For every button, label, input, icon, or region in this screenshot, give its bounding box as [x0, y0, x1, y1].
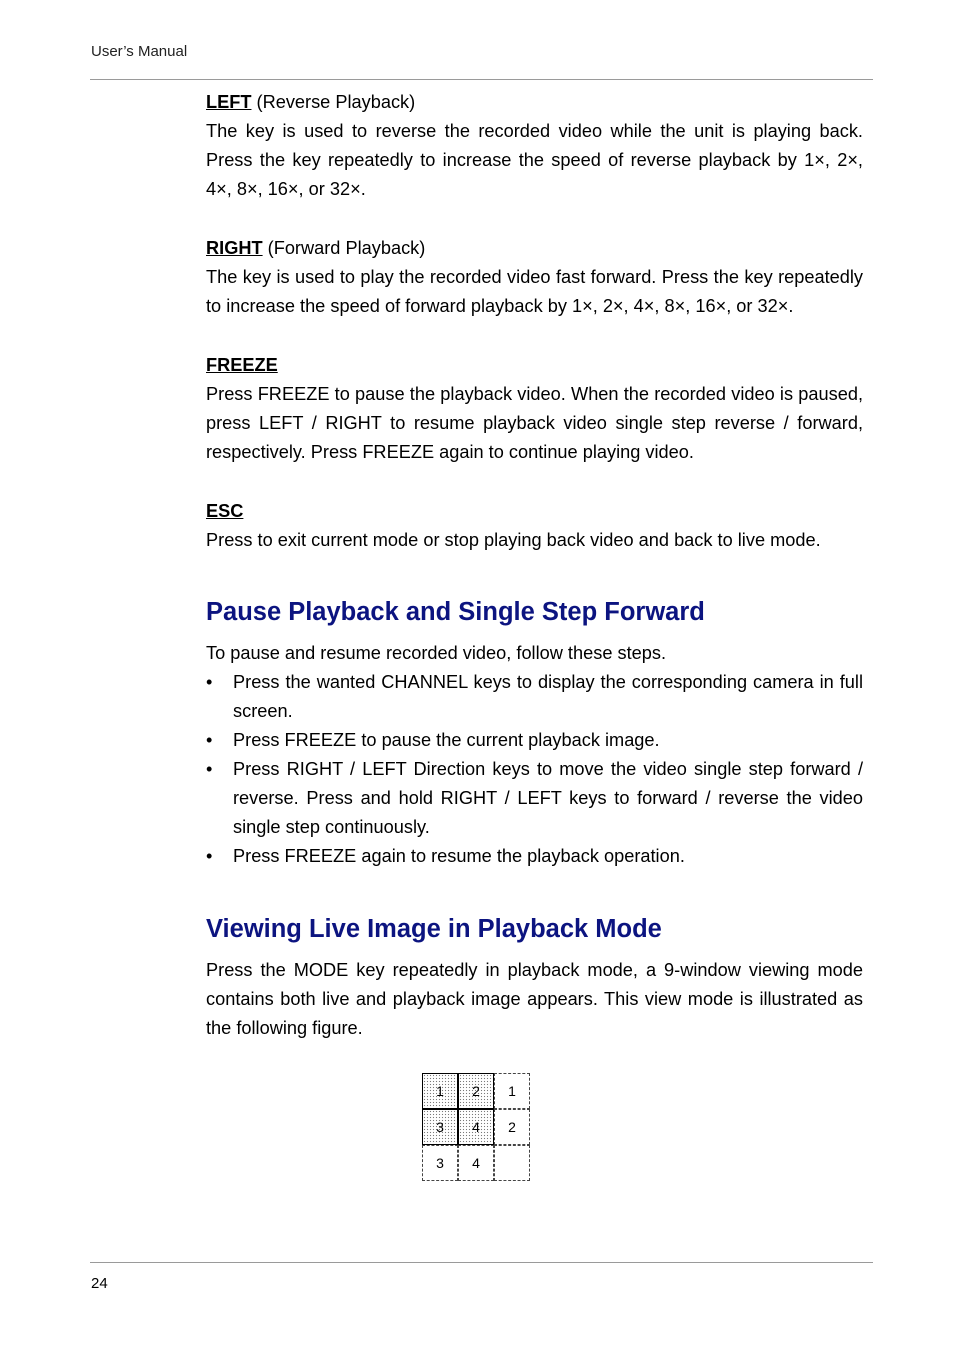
live-cell: 2	[494, 1109, 530, 1145]
key-description: The key is used to play the recorded video fast forward. Press the key repeatedly to increase the speed of forward playback by 1×, 2×, 4×, 8×, 16×, or 32×.	[206, 267, 863, 316]
key-name: LEFT	[206, 92, 252, 112]
nine-window-figure	[422, 1073, 530, 1181]
playback-cell: 2	[458, 1073, 494, 1109]
bullet-icon: •	[206, 846, 213, 866]
key-section-right	[206, 234, 863, 321]
list-item: • Press FREEZE to pause the current playback image.	[206, 726, 863, 755]
playback-cell: 4	[458, 1109, 494, 1145]
section-body: Press the MODE key repeatedly in playback mode, a 9-window viewing mode contains both live and playback image appears. This view mode is illustrated as the following figure.	[206, 960, 863, 1038]
bullet-icon: •	[206, 672, 213, 692]
key-name: RIGHT	[206, 238, 263, 258]
header-rule	[90, 79, 873, 80]
key-section-freeze	[206, 351, 863, 467]
section-heading-pause: Pause Playback and Single Step Forward	[206, 598, 705, 626]
key-section-left	[206, 88, 863, 204]
live-cell: 1	[494, 1073, 530, 1109]
list-item: • Press the wanted CHANNEL keys to display the corresponding camera in full screen.	[206, 668, 863, 726]
key-name: FREEZE	[206, 355, 278, 375]
section-heading-live: Viewing Live Image in Playback Mode	[206, 915, 662, 943]
list-item: • Press FREEZE again to resume the playback operation.	[206, 842, 863, 871]
playback-cell: 1	[422, 1073, 458, 1109]
running-header: User’s Manual	[91, 43, 188, 60]
live-cell: 3	[422, 1145, 458, 1181]
key-suffix: (Forward Playback)	[262, 238, 426, 258]
list-item: • Press RIGHT / LEFT Direction keys to move the video single step forward / reverse. Press and hold RIGHT / LEFT keys to forward / reverse the video single step continuously.	[206, 755, 863, 842]
key-name: ESC	[206, 501, 244, 521]
bullet-icon: •	[206, 759, 213, 779]
key-description: The key is used to reverse the recorded video while the unit is playing back. Press the key repeatedly to increase the speed of reverse playback by 1×, 2×, 4×, 8×, 16×, or 32×.	[206, 121, 863, 199]
steps-list	[206, 668, 863, 871]
key-description: Press FREEZE to pause the playback video. When the recorded video is paused, press LEFT / RIGHT to resume playback video single step reverse / forward, respectively. Press FREEZE again to continue playing video.	[206, 384, 863, 462]
key-suffix: (Reverse Playback)	[251, 92, 416, 112]
bullet-icon: •	[206, 730, 213, 750]
key-description: Press to exit current mode or stop playing back video and back to live mode.	[206, 530, 821, 550]
section-intro: To pause and resume recorded video, follow these steps.	[206, 643, 667, 663]
live-cell: 4	[458, 1145, 494, 1181]
page-body	[206, 88, 863, 1043]
playback-cell: 3	[422, 1109, 458, 1145]
footer-rule	[90, 1262, 873, 1263]
page-number: 24	[91, 1275, 108, 1292]
key-section-esc	[206, 497, 863, 555]
live-cell	[494, 1145, 530, 1181]
